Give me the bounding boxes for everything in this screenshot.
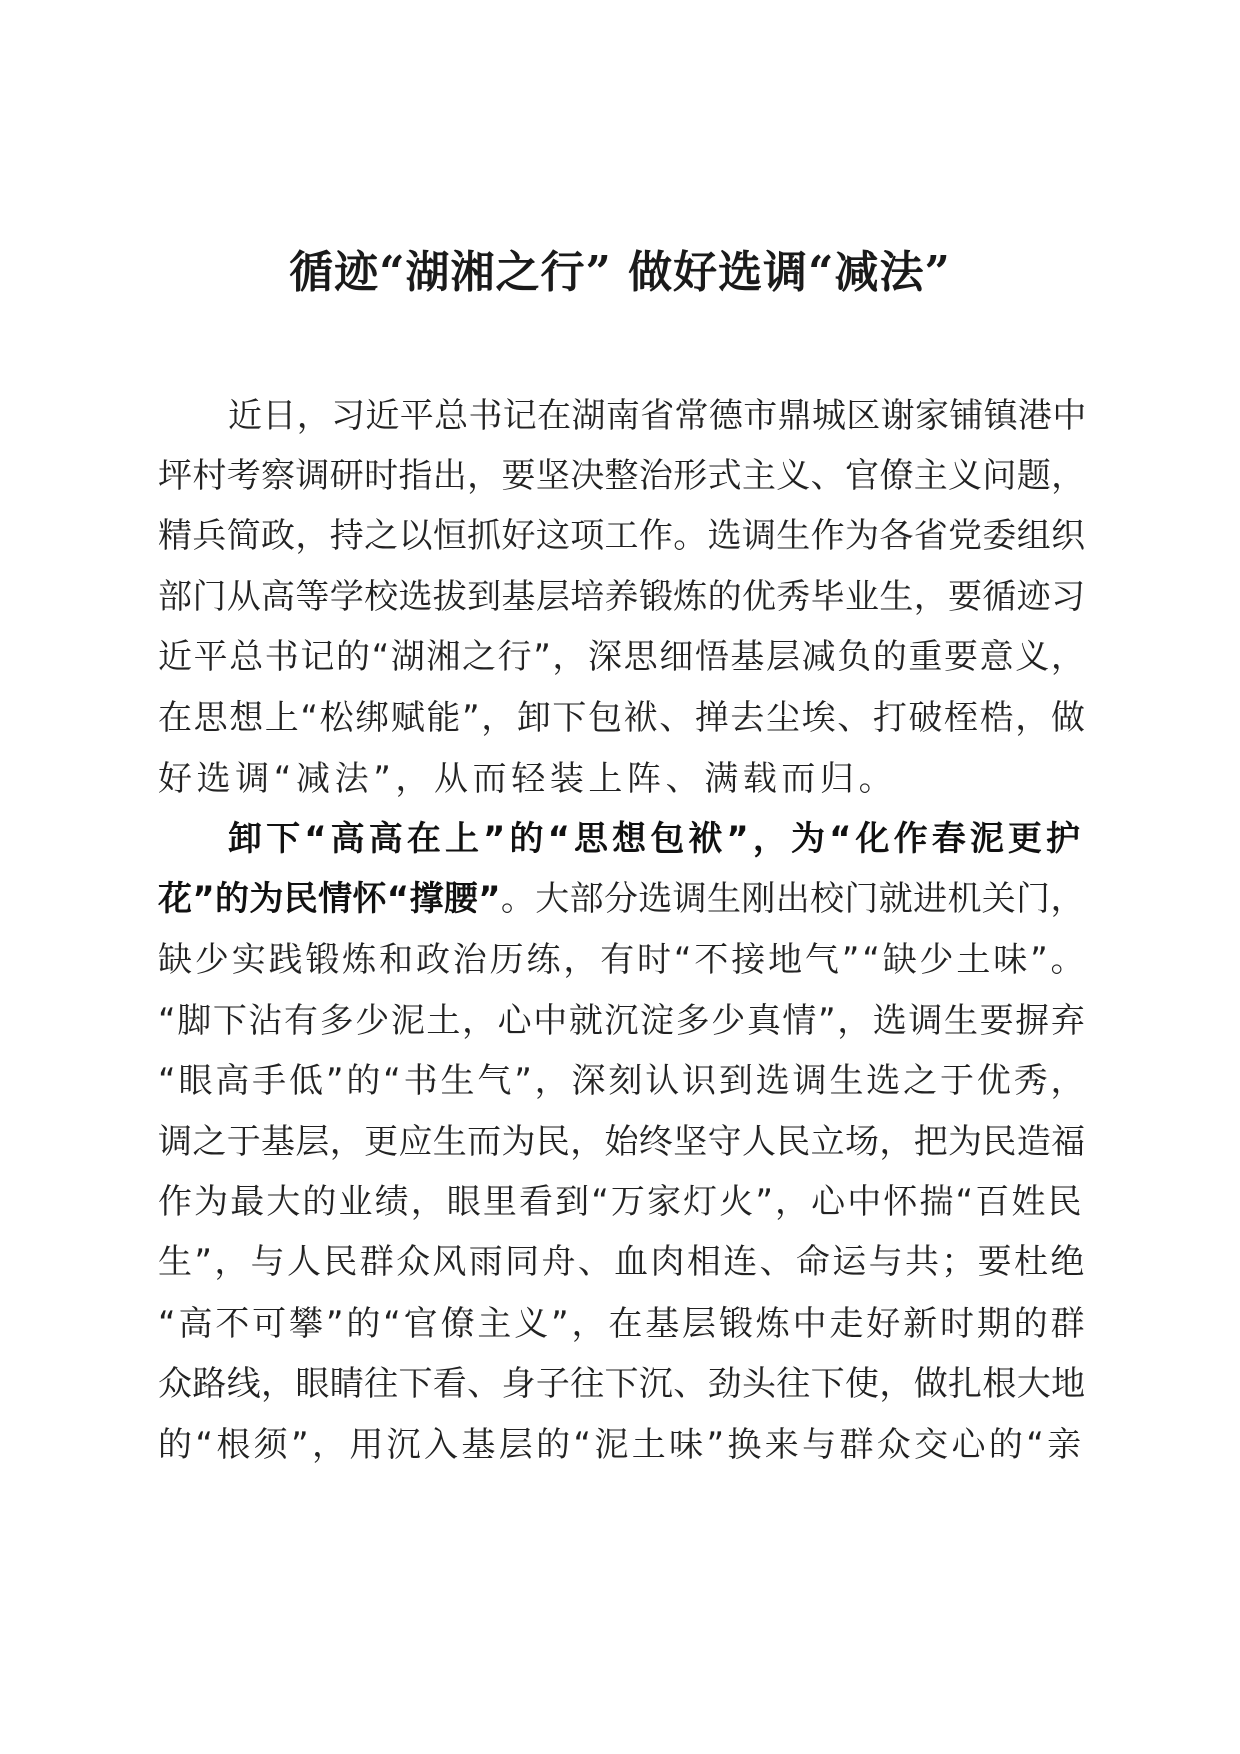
paragraph-1-line-7: 好选调“减法”，从而轻装上阵、满载而归。	[158, 759, 898, 799]
paragraph-1-line-5: 近平总书记的“湖湘之行”，深思细悟基层减负的重要意义，	[158, 637, 1087, 677]
paragraph-2-heading-end: 花”的为民情怀“撑腰”	[158, 879, 501, 919]
paragraph-2-line-2-rest: 。大部分选调生刚出校门就进机关门，	[500, 879, 1085, 919]
paragraph-1-line-2: 坪村考察调研时指出，要坚决整治形式主义、官僚主义问题，	[158, 456, 1086, 496]
paragraph-1-line-4: 部门从高等学校选拔到基层培养锻炼的优秀毕业生，要循迹习	[158, 577, 1086, 617]
paragraph-2-line-7: 作为最大的业绩，眼里看到“万家灯火”，心中怀揣“百姓民	[158, 1182, 1084, 1222]
paragraph-2-line-2	[158, 877, 1085, 921]
paragraph-2-line-4: “脚下沾有多少泥土，心中就沉淀多少真情”，选调生要摒弃	[158, 1001, 1087, 1041]
paragraph-1-line-3: 精兵简政，持之以恒抓好这项工作。选调生作为各省党委组织	[158, 516, 1086, 556]
paragraph-2-line-5: “眼高手低”的“书生气”，深刻认识到选调生选之于优秀，	[158, 1061, 1088, 1101]
paragraph-2-line-8: 生”，与人民群众风雨同舟、血肉相连、命运与共；要杜绝	[158, 1242, 1087, 1282]
paragraph-2-line-9: “高不可攀”的“官僚主义”，在基层锻炼中走好新时期的群	[158, 1304, 1088, 1344]
paragraph-2-line-11: 的“根须”，用沉入基层的“泥土味”换来与群众交心的“亲	[158, 1425, 1085, 1465]
document-title: 循迹“湖湘之行” 做好选调“减法”	[289, 247, 951, 298]
paragraph-2-line-10: 众路线，眼睛往下看、身子往下沉、劲头往下使，做扎根大地	[158, 1364, 1086, 1404]
paragraph-2-line-6: 调之于基层，更应生而为民，始终坚守人民立场，把为民造福	[158, 1122, 1086, 1162]
paragraph-1-line-1: 近日，习近平总书记在湖南省常德市鼎城区谢家铺镇港中	[228, 396, 1087, 436]
paragraph-2-heading-line-1: 卸下“高高在上”的“思想包袱”，为“化作春泥更护	[228, 819, 1085, 859]
paragraph-1-line-6: 在思想上“松绑赋能”，卸下包袱、掸去尘埃、打破桎梏，做	[158, 698, 1087, 738]
paragraph-2-line-3: 缺少实践锻炼和政治历练，有时“不接地气”“缺少土味”。	[158, 940, 1088, 980]
